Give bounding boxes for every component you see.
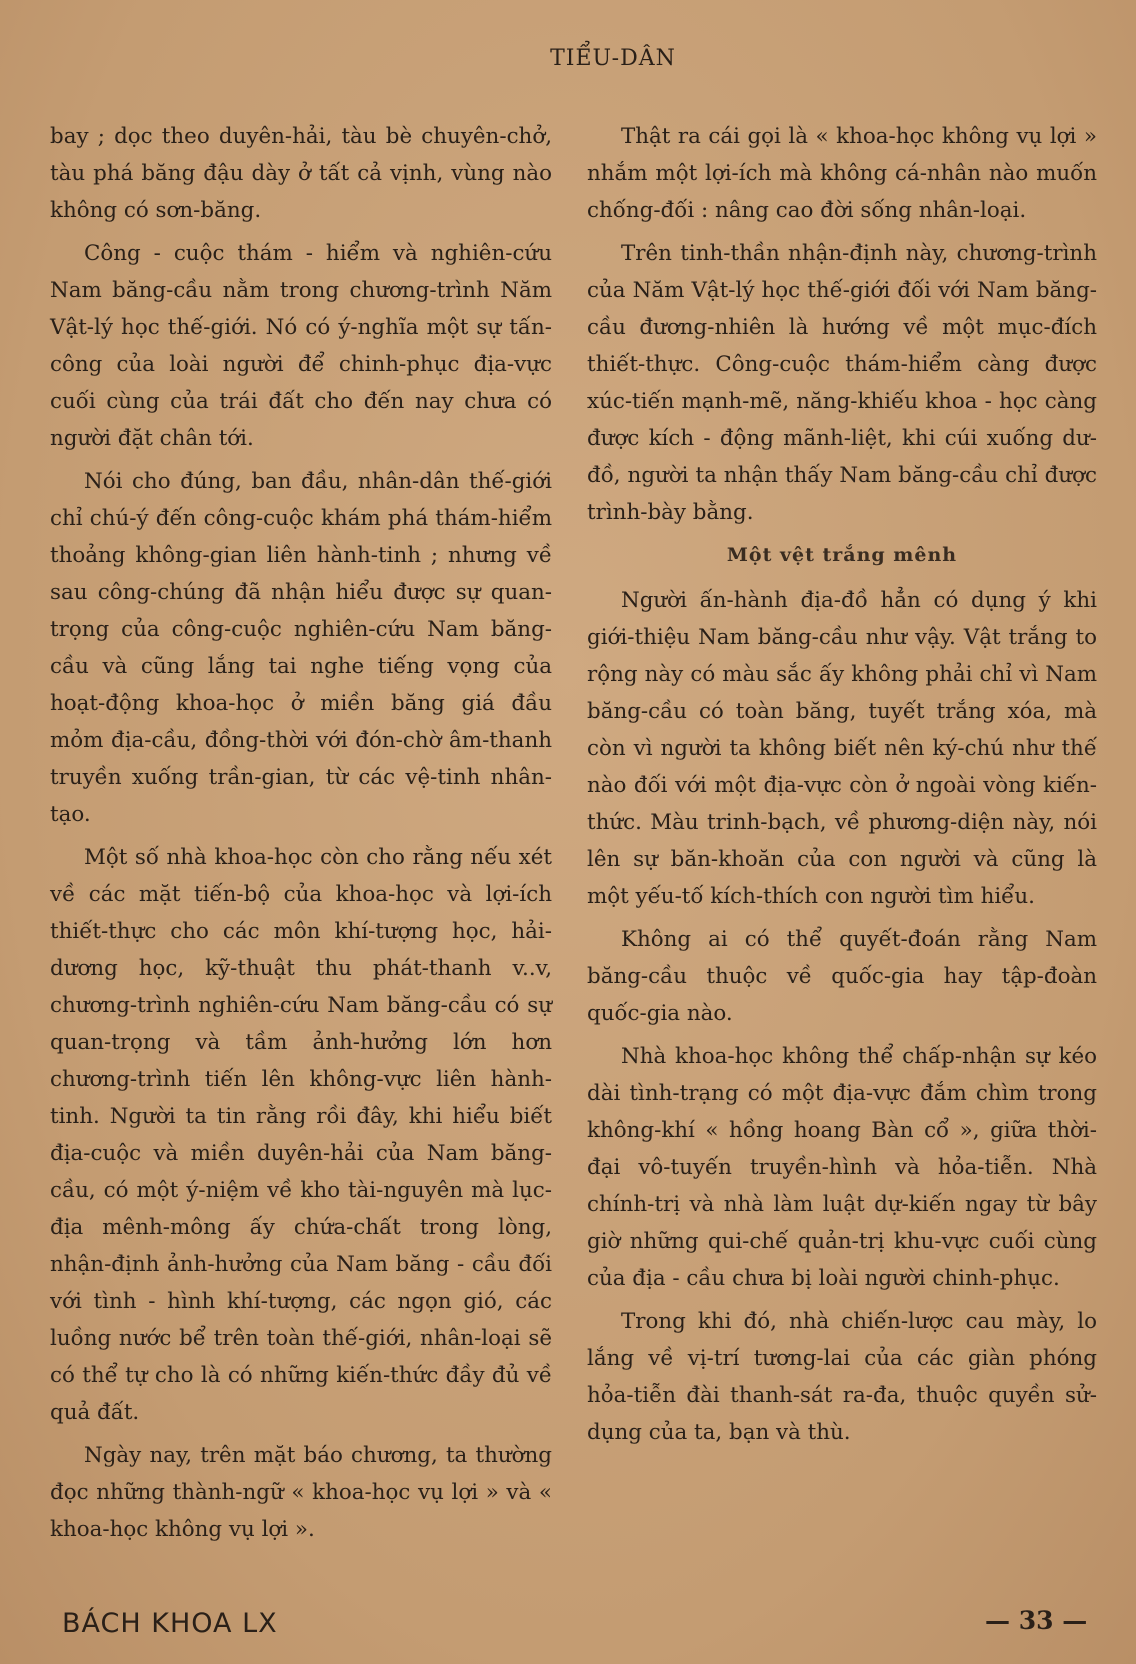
left-paragraph-5: Ngày nay, trên mặt báo chương, ta thường đọc những thành-ngữ « khoa-học vụ lợi » và « khoa-học không vụ lợi ». — [50, 1443, 552, 1542]
running-header: TIỂU-DÂN — [550, 46, 676, 71]
left-paragraph-3: Nói cho đúng, ban đầu, nhân-dân thế-giới chỉ chú-ý đến công-cuộc khám phá thám-hiểm thoảng không-gian liên hành-tinh ; nhưng về sau công-chúng đã nhận hiểu được sự quan-trọng của công-cuộc nghiên-cứu Nam băng-cầu và cũng lắng tai nghe tiếng vọng của hoạt-động khoa-học ở miền băng giá đầu mỏm địa-cầu, đồng-thời với đón-chờ âm-thanh truyền xuống trần-gian, từ các vệ-tinh nhân-tạo. — [50, 469, 552, 827]
right-paragraph-5: Nhà khoa-học không thể chấp-nhận sự kéo dài tình-trạng có một địa-vực đắm chìm trong không-khí « hồng hoang Bàn cổ », giữa thời-đại vô-tuyến truyền-hình và hỏa-tiễn. Nhà chính-trị và nhà làm luật dự-kiến ngay từ bây giờ những qui-chế quản-trị khu-vực cuối cùng của địa - cầu chưa bị loài người chinh-phục. — [587, 1044, 1097, 1291]
right-paragraph-3: Người ấn-hành địa-đồ hẳn có dụng ý khi giới-thiệu Nam băng-cầu như vậy. Vật trắng to rộng này có màu sắc ấy không phải chỉ vì Nam băng-cầu có toàn băng, tuyết trắng xóa, mà còn vì người ta không biết nên ký-chú như thế nào đối với một địa-vực còn ở ngoài vòng kiến-thức. Màu trinh-bạch, về phương-diện này, nói lên sự băn-khoăn của con người và cũng là một yếu-tố kích-thích con người tìm hiểu. — [587, 588, 1097, 909]
section-subheading: Một vệt trắng mênh — [726, 544, 958, 566]
right-paragraph-6: Trong khi đó, nhà chiến-lược cau mày, lo lắng về vị-trí tương-lai của các giàn phóng hỏa-tiễn đài thanh-sát ra-đa, thuộc quyền sử-dụng của ta, bạn và thù. — [587, 1309, 1097, 1445]
left-paragraph-2: Công - cuộc thám - hiểm và nghiên-cứu Nam băng-cầu nằm trong chương-trình Năm Vật-lý học thế-giới. Nó có ý-nghĩa một sự tấn-công của loài người để chinh-phục địa-vực cuối cùng của trái đất cho đến nay chưa có người đặt chân tới. — [50, 241, 552, 451]
left-paragraph-4: Một số nhà khoa-học còn cho rằng nếu xét về các mặt tiến-bộ của khoa-học và lợi-ích thiết-thực cho các môn khí-tượng học, hải-dương học, kỹ-thuật thu phát-thanh v..v, chương-trình nghiên-cứu Nam băng-cầu có sự quan-trọng và tầm ảnh-hưởng lớn hơn chương-trình tiến lên không-vực liên hành-tinh. Người ta tin rằng rồi đây, khi hiểu biết địa-cuộc và miền duyên-hải của Nam băng-cầu, có một ý-niệm về kho tài-nguyên mà lục-địa mênh-mông ấy chứa-chất trong lòng, nhận-định ảnh-hưởng của Nam băng - cầu đối với tình - hình khí-tượng, các ngọn gió, các luồng nước bể trên toàn thế-giới, nhân-loại sẽ có thể tự cho là có những kiến-thức đầy đủ về quả đất. — [50, 845, 552, 1425]
right-column — [587, 118, 1097, 1457]
left-column — [50, 118, 552, 1554]
left-paragraph-1: bay ; dọc theo duyên-hải, tàu bè chuyên-chở, tàu phá băng đậu dày ở tất cả vịnh, vùng nào không có sơn-băng. — [50, 124, 552, 223]
page-number: — 33 — — [985, 1606, 1088, 1635]
publication-name: BÁCH KHOA LX — [62, 1608, 278, 1639]
right-paragraph-2: Trên tinh-thần nhận-định này, chương-trình của Năm Vật-lý học thế-giới đối với Nam băng-cầu đương-nhiên là hướng về một mục-đích thiết-thực. Công-cuộc thám-hiểm càng được xúc-tiến mạnh-mẽ, năng-khiếu khoa - học càng được kích - động mãnh-liệt, khi cúi xuống dư-đồ, người ta nhận thấy Nam băng-cầu chỉ được trình-bày bằng. — [587, 241, 1097, 525]
right-paragraph-1: Thật ra cái gọi là « khoa-học không vụ lợi » nhắm một lợi-ích mà không cá-nhân nào muốn chống-đối : nâng cao đời sống nhân-loại. — [587, 124, 1097, 223]
right-paragraph-4: Không ai có thể quyết-đoán rằng Nam băng-cầu thuộc về quốc-gia hay tập-đoàn quốc-gia nào. — [587, 927, 1097, 1026]
